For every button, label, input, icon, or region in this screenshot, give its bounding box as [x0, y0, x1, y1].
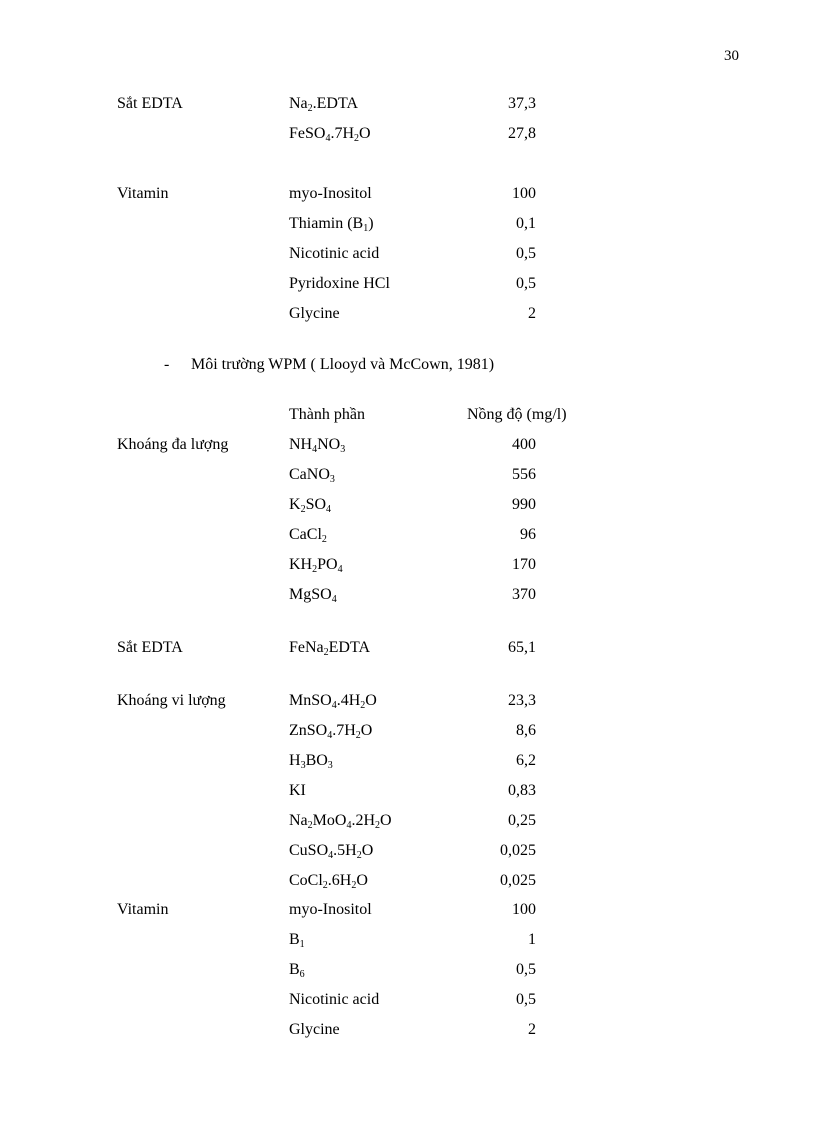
category-label: Sắt EDTA — [117, 95, 183, 112]
component-name: CaCl$_2$ — [289, 526, 327, 545]
component-name: $FeSO_4.7H_2O$ — [289, 125, 371, 144]
concentration-value: 23,3 — [508, 692, 536, 709]
table-row — [0, 463, 816, 487]
component-name: $K_2SO_4$ — [289, 496, 332, 515]
concentration-value: 0,5 — [516, 275, 536, 292]
concentration-value: 1 — [528, 931, 536, 948]
concentration-value: 0,025 — [500, 842, 536, 859]
column-header-component: Thành phần — [289, 406, 365, 423]
concentration-value: 0,5 — [516, 961, 536, 978]
component-name: Glycine — [289, 305, 340, 322]
component-name: KI — [289, 782, 306, 799]
bullet-dash: - — [164, 356, 170, 373]
concentration-value: 556 — [512, 466, 536, 483]
concentration-value: 990 — [512, 496, 536, 513]
component-name: Thiamin $(B_1)$ — [289, 215, 374, 234]
concentration-value: 65,1 — [508, 639, 536, 656]
component-name: $B_6$ — [289, 961, 305, 980]
table-row — [0, 122, 816, 146]
component-name: Nicotinic acid — [289, 245, 380, 262]
table-row — [0, 553, 816, 577]
table-row — [0, 988, 816, 1012]
table-row — [0, 958, 816, 982]
table-row — [0, 272, 816, 296]
table-row — [0, 212, 816, 236]
category-label: Khoáng đa lượng — [117, 436, 229, 453]
component-name: $CuSO_4.5H_2O$ — [289, 842, 374, 861]
section-heading — [0, 353, 816, 377]
page-number: 30 — [724, 48, 739, 64]
component-name: $Na_2.EDTA$ — [289, 95, 359, 114]
table-row — [0, 749, 816, 773]
table-row — [0, 493, 816, 517]
concentration-value: 2 — [528, 1021, 536, 1038]
component-name: myo-Inositol — [289, 185, 372, 202]
concentration-value: 8,6 — [516, 722, 536, 739]
component-name: myo-Inositol — [289, 901, 372, 918]
component-name: $CoCl_2.6H_2O$ — [289, 872, 368, 891]
component-name: $MnSO_4.4H_2O$ — [289, 692, 377, 711]
component-name: $ZnSO_4.7H_2O$ — [289, 722, 373, 741]
concentration-value: 400 — [512, 436, 536, 453]
table-row — [0, 92, 816, 116]
component-name: MgSO$_4$ — [289, 586, 337, 605]
table-row — [0, 839, 816, 863]
concentration-value: 37,3 — [508, 95, 536, 112]
concentration-value: 0,025 — [500, 872, 536, 889]
category-label: Sắt EDTA — [117, 639, 183, 656]
table-row — [0, 433, 816, 457]
concentration-value: 0,5 — [516, 991, 536, 1008]
component-name: Glycine — [289, 1021, 340, 1038]
concentration-value: 100 — [512, 185, 536, 202]
concentration-value: 170 — [512, 556, 536, 573]
component-name: $B_1$ — [289, 931, 305, 950]
column-header-concentration: Nồng độ (mg/l) — [467, 406, 567, 423]
table-header — [0, 403, 816, 427]
category-label: Vitamin — [117, 901, 169, 918]
table-row — [0, 719, 816, 743]
table-row — [0, 928, 816, 952]
component-name: CaNO$_3$ — [289, 466, 335, 485]
component-name: FeNa$_2$EDTA — [289, 639, 371, 658]
concentration-value: 100 — [512, 901, 536, 918]
concentration-value: 6,2 — [516, 752, 536, 769]
table-row — [0, 302, 816, 326]
table-row — [0, 523, 816, 547]
concentration-value: 0,83 — [508, 782, 536, 799]
concentration-value: 27,8 — [508, 125, 536, 142]
table-row — [0, 182, 816, 206]
category-label: Vitamin — [117, 185, 169, 202]
table-row — [0, 689, 816, 713]
component-name: $H_3BO_3$ — [289, 752, 333, 771]
table-row — [0, 636, 816, 660]
table-row — [0, 809, 816, 833]
component-name: $Na_2MoO_4.2H_2O$ — [289, 812, 392, 831]
table-row — [0, 1018, 816, 1042]
concentration-value: 0,1 — [516, 215, 536, 232]
table-row — [0, 779, 816, 803]
concentration-value: 370 — [512, 586, 536, 603]
section-heading-text: Môi trường WPM ( Llooyd và McCown, 1981) — [191, 356, 495, 373]
category-label: Khoáng vi lượng — [117, 692, 226, 709]
table-row — [0, 869, 816, 893]
concentration-value: 0,25 — [508, 812, 536, 829]
component-name: Nicotinic acid — [289, 991, 380, 1008]
concentration-value: 2 — [528, 305, 536, 322]
concentration-value: 96 — [520, 526, 536, 543]
component-name: Pyridoxine HCl — [289, 275, 390, 292]
table-row — [0, 583, 816, 607]
component-name: $KH_2PO_4$ — [289, 556, 343, 575]
table-row — [0, 898, 816, 922]
table-row — [0, 242, 816, 266]
component-name: $NH_4NO_3$ — [289, 436, 346, 455]
concentration-value: 0,5 — [516, 245, 536, 262]
